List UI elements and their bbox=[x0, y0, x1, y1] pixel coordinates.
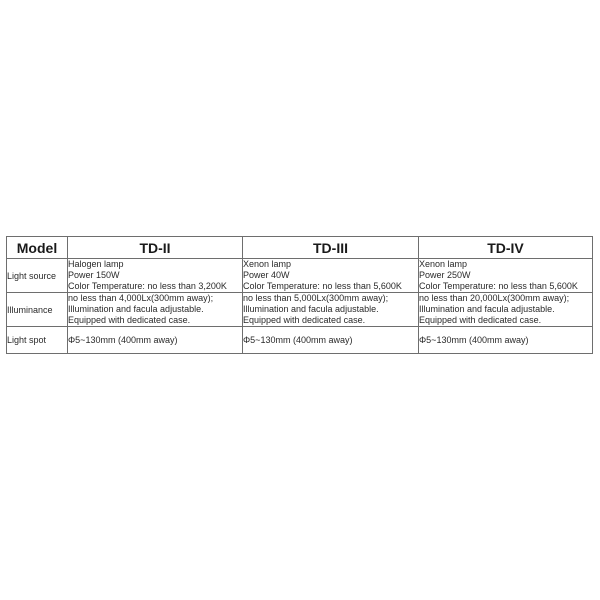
header-td-ii: TD-II bbox=[68, 237, 243, 259]
row-light-spot bbox=[7, 327, 593, 354]
cell-line: Φ5~130mm (400mm away) bbox=[419, 334, 529, 345]
cell-illuminance-td-iii bbox=[243, 293, 419, 327]
cell-light-source-td-iv bbox=[419, 259, 593, 293]
cell-light-source-td-iii bbox=[243, 259, 419, 293]
spec-table bbox=[6, 236, 593, 354]
cell-light-spot-td-iv bbox=[419, 327, 593, 354]
header-model: Model bbox=[7, 237, 68, 259]
cell-illuminance-td-ii bbox=[68, 293, 243, 327]
cell-light-spot-td-ii bbox=[68, 327, 243, 354]
cell-line: Φ5~130mm (400mm away) bbox=[68, 334, 178, 345]
cell-line: Power 40W bbox=[243, 270, 290, 280]
row-label-illuminance: Illuminance bbox=[7, 293, 68, 327]
cell-line: no less than 5,000Lx(300mm away); bbox=[243, 293, 389, 303]
cell-line: Equipped with dedicated case. bbox=[419, 315, 542, 325]
cell-line: Color Temperature: no less than 5,600K bbox=[243, 281, 402, 291]
cell-line: Illumination and facula adjustable. bbox=[419, 304, 555, 314]
cell-line: Color Temperature: no less than 5,600K bbox=[419, 281, 578, 291]
header-td-iii: TD-III bbox=[243, 237, 419, 259]
cell-line: Halogen lamp bbox=[68, 259, 124, 269]
row-light-source bbox=[7, 259, 593, 293]
cell-line: Illumination and facula adjustable. bbox=[243, 304, 379, 314]
cell-line: no less than 4,000Lx(300mm away); bbox=[68, 293, 214, 303]
row-label-light-source: Light source bbox=[7, 259, 68, 293]
cell-line: Xenon lamp bbox=[419, 259, 468, 269]
row-label-light-spot: Light spot bbox=[7, 327, 68, 354]
cell-line: Equipped with dedicated case. bbox=[68, 315, 191, 325]
cell-line: Power 150W bbox=[68, 270, 120, 280]
row-illuminance bbox=[7, 293, 593, 327]
cell-line: Φ5~130mm (400mm away) bbox=[243, 334, 353, 345]
cell-line: Equipped with dedicated case. bbox=[243, 315, 366, 325]
header-td-iv: TD-IV bbox=[419, 237, 593, 259]
header-row bbox=[7, 237, 593, 259]
cell-line: Illumination and facula adjustable. bbox=[68, 304, 204, 314]
cell-illuminance-td-iv bbox=[419, 293, 593, 327]
cell-line: Color Temperature: no less than 3,200K bbox=[68, 281, 227, 291]
cell-line: Xenon lamp bbox=[243, 259, 292, 269]
cell-line: no less than 20,000Lx(300mm away); bbox=[419, 293, 570, 303]
cell-light-spot-td-iii bbox=[243, 327, 419, 354]
cell-line: Power 250W bbox=[419, 270, 471, 280]
cell-light-source-td-ii bbox=[68, 259, 243, 293]
